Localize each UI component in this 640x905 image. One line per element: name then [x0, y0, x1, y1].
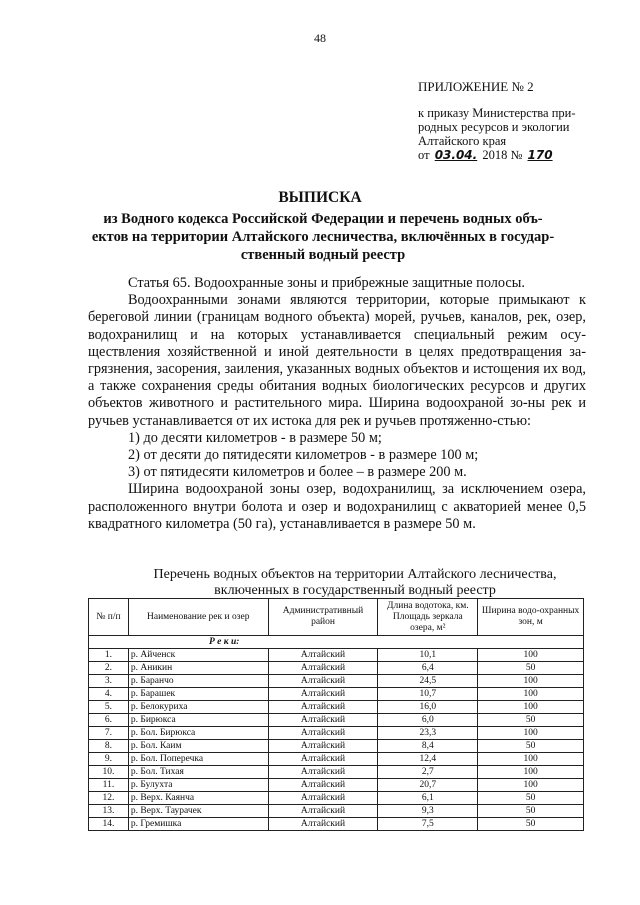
- district-cell: Алтайский: [268, 675, 378, 688]
- appendix-line-1: к приказу Министерства при-: [418, 106, 576, 120]
- length-cell: 6,0: [378, 714, 478, 727]
- row-number-cell: 3.: [89, 675, 129, 688]
- length-cell: 20,7: [378, 779, 478, 792]
- header-number: № п/п: [89, 599, 129, 636]
- length-cell: 7,5: [378, 818, 478, 831]
- table-row: [89, 649, 584, 662]
- header-name: Наименование рек и озер: [128, 599, 268, 636]
- zone-width-cell: 50: [478, 740, 584, 753]
- table-row: [89, 727, 584, 740]
- zone-width-cell: 100: [478, 701, 584, 714]
- zone-width-cell: 100: [478, 675, 584, 688]
- length-cell: 9,3: [378, 805, 478, 818]
- article-body: [88, 275, 586, 533]
- length-cell: 8,4: [378, 740, 478, 753]
- river-name-cell: р. Булухта: [128, 779, 268, 792]
- river-name-cell: р. Верх. Каянча: [128, 792, 268, 805]
- district-cell: Алтайский: [268, 766, 378, 779]
- district-cell: Алтайский: [268, 701, 378, 714]
- row-number-cell: 11.: [89, 779, 129, 792]
- water-objects-table: [88, 598, 584, 831]
- zone-width-cell: 50: [478, 662, 584, 675]
- article-item-2: 2) от десяти до пятидесяти километров - в размере 100 м;: [128, 447, 479, 464]
- row-number-cell: 4.: [89, 688, 129, 701]
- table-row: [89, 675, 584, 688]
- zone-width-cell: 100: [478, 779, 584, 792]
- district-cell: Алтайский: [268, 805, 378, 818]
- handwritten-date: 03.04.: [434, 148, 478, 162]
- document-title: ВЫПИСКА: [278, 189, 362, 206]
- table-row: [89, 662, 584, 675]
- district-cell: Алтайский: [268, 779, 378, 792]
- zone-width-cell: 50: [478, 714, 584, 727]
- district-cell: Алтайский: [268, 714, 378, 727]
- length-cell: 23,3: [378, 727, 478, 740]
- table-row: [89, 779, 584, 792]
- table-row: [89, 701, 584, 714]
- table-row: [89, 740, 584, 753]
- river-name-cell: р. Бирюкса: [128, 714, 268, 727]
- zone-width-cell: 100: [478, 727, 584, 740]
- river-name-cell: р. Айченск: [128, 649, 268, 662]
- article-paragraph-1: Водоохранными зонами являются территории, которые примыкают к береговой линии (границам водного объекта) морей, ручьев, каналов, рек, озер, водохранилищ и на которых устанавливается специальный режим осу-ществления хозяйственной и иной деятельности в целях предотвращения за-грязнения, засорения, заиления, указанных водных объектов и истощения их вод, а также сохранения среды обитания водных биологических ресурсов и других объектов животного и растительного мира. Ширина водоохраной зо-ны рек и ручьев устанавливается от их истока для рек и ручьев протяженно-стью:: [88, 292, 586, 429]
- document-subtitle: из Водного кодекса Российской Федерации и перечень водных объ-ектов на территории Алтайского лесничества, включённых в государ-ственный водный реестр: [91, 211, 555, 263]
- row-number-cell: 9.: [89, 753, 129, 766]
- handwritten-order-number: 170: [527, 148, 553, 162]
- district-cell: Алтайский: [268, 662, 378, 675]
- table-header-row: [89, 599, 584, 636]
- river-name-cell: р. Верх. Таурачек: [128, 805, 268, 818]
- date-prefix: от: [418, 148, 430, 162]
- river-name-cell: р. Белокуриха: [128, 701, 268, 714]
- row-number-cell: 2.: [89, 662, 129, 675]
- table-row: [89, 688, 584, 701]
- row-number-cell: 8.: [89, 740, 129, 753]
- district-cell: Алтайский: [268, 818, 378, 831]
- length-cell: 2,7: [378, 766, 478, 779]
- header-length: Длина водотока, км. Площадь зеркала озера, м²: [378, 599, 478, 636]
- zone-width-cell: 50: [478, 805, 584, 818]
- length-cell: 10,7: [378, 688, 478, 701]
- appendix-heading: ПРИЛОЖЕНИЕ № 2: [418, 79, 534, 94]
- article-paragraph-2: Ширина водоохраной зоны озер, водохранилищ, за исключением озера, расположенного внутри болота и озер и водохранилищ с акваторией менее 0,5 квадратного километра (50 га), устанавливается в размере 50 м.: [88, 481, 586, 532]
- row-number-cell: 12.: [89, 792, 129, 805]
- river-name-cell: р. Аникин: [128, 662, 268, 675]
- row-number-cell: 10.: [89, 766, 129, 779]
- zone-width-cell: 50: [478, 818, 584, 831]
- zone-width-cell: 100: [478, 753, 584, 766]
- header-zone-width: Ширина водо-охранных зон, м: [478, 599, 584, 636]
- river-name-cell: р. Барашек: [128, 688, 268, 701]
- row-number-cell: 6.: [89, 714, 129, 727]
- river-name-cell: р. Бол. Тихая: [128, 766, 268, 779]
- district-cell: Алтайский: [268, 688, 378, 701]
- table-row: [89, 818, 584, 831]
- row-number-cell: 5.: [89, 701, 129, 714]
- table-row: [89, 805, 584, 818]
- page-number: 48: [314, 31, 326, 45]
- table-row: [89, 792, 584, 805]
- article-item-3: 3) от пятидесяти километров и более – в размере 200 м.: [128, 464, 467, 481]
- length-cell: 6,4: [378, 662, 478, 675]
- river-name-cell: р. Гремишка: [128, 818, 268, 831]
- zone-width-cell: 50: [478, 792, 584, 805]
- length-cell: 16,0: [378, 701, 478, 714]
- zone-width-cell: 100: [478, 688, 584, 701]
- appendix-block: [418, 80, 618, 162]
- river-name-cell: р. Баранчо: [128, 675, 268, 688]
- article-item-1: 1) до десяти километров - в размере 50 м;: [128, 429, 382, 446]
- table-row: [89, 714, 584, 727]
- district-cell: Алтайский: [268, 740, 378, 753]
- table-group-row: [89, 636, 584, 649]
- river-name-cell: р. Бол. Поперечка: [128, 753, 268, 766]
- appendix-date-line: [418, 148, 618, 162]
- group-label: Р е к и:: [89, 636, 584, 649]
- zone-width-cell: 100: [478, 649, 584, 662]
- river-name-cell: р. Бол. Бирюкса: [128, 727, 268, 740]
- zone-width-cell: 100: [478, 766, 584, 779]
- length-cell: 12,4: [378, 753, 478, 766]
- row-number-cell: 13.: [89, 805, 129, 818]
- length-cell: 10,1: [378, 649, 478, 662]
- table-row: [89, 753, 584, 766]
- row-number-cell: 1.: [89, 649, 129, 662]
- appendix-line-2: родных ресурсов и экологии: [418, 120, 570, 134]
- district-cell: Алтайский: [268, 727, 378, 740]
- date-year: 2018 №: [482, 148, 523, 162]
- row-number-cell: 7.: [89, 727, 129, 740]
- header-district: Административный район: [268, 599, 378, 636]
- district-cell: Алтайский: [268, 792, 378, 805]
- table-row: [89, 766, 584, 779]
- river-name-cell: р. Бол. Каим: [128, 740, 268, 753]
- district-cell: Алтайский: [268, 649, 378, 662]
- appendix-line-3: Алтайского края: [418, 134, 507, 148]
- length-cell: 24,5: [378, 675, 478, 688]
- list-caption: Перечень водных объектов на территории Алтайского лесничества, включенных в государственный водный реестр: [153, 567, 557, 598]
- length-cell: 6,1: [378, 792, 478, 805]
- article-heading: Статья 65. Водоохранные зоны и прибрежные защитные полосы.: [128, 275, 525, 291]
- row-number-cell: 14.: [89, 818, 129, 831]
- district-cell: Алтайский: [268, 753, 378, 766]
